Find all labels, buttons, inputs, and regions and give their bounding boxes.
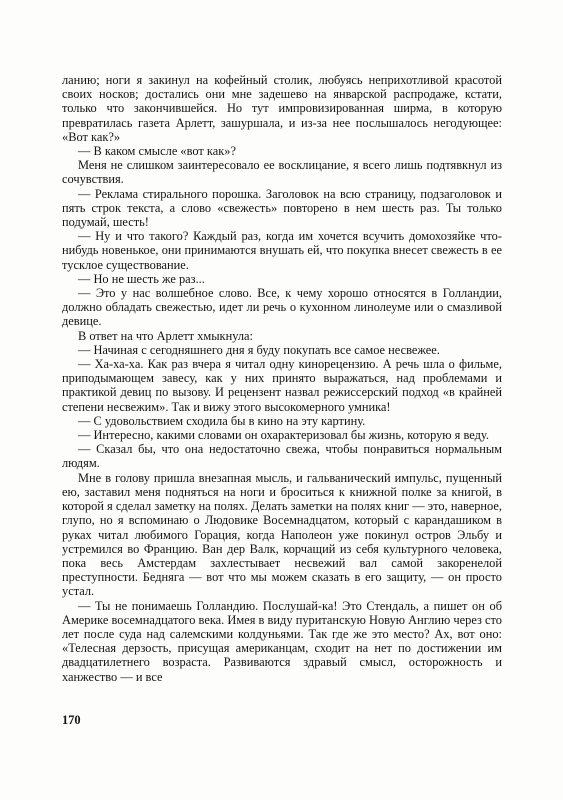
paragraph: — В каком смысле «вот как»? — [78, 144, 236, 159]
paragraph: — Интересно, какими словами он охарактеризовал бы жизнь, которую я веду. — [78, 428, 489, 443]
paragraph: Меня не слишком заинтересовало ее восклицание, я всего лишь подтявкнул из сочувствия. — [62, 158, 502, 187]
paragraph: — Ну и что такого? Каждый раз, когда им хочется всучить домохозяйке что-нибудь новенькое, они принимаются внушать ей, что покупка внесет свежесть в ее тусклое существование. — [62, 229, 502, 272]
paragraph: — Но не шесть же раз... — [78, 271, 205, 286]
paragraph: В ответ на что Арлетт хмыкнула: — [78, 328, 253, 343]
page-number: 170 — [62, 713, 81, 727]
paragraph: — Сказал бы, что она недостаточно свежа, чтобы понравиться нормальным людям. — [62, 442, 502, 471]
paragraph: — Ты не понимаешь Голландию. Послушай-ка! Это Стендаль, а пишет он об Америке восемнадцатого века. Имея в виду пуританскую Новую Англию через сто лет после суда над салемскими колдуньями. Так где же это место? Ах, вот оно: «Телесная дерзость, присущая американцам, сходит на нет по достижении им двадцатилетнего возраста. Развиваются здравый смысл, осторожность и ханжество — и все — [62, 598, 502, 684]
paragraph: — Ха-ха-ха. Как раз вчера я читал одну кинорецензию. А речь шла о фильме, приподымающем завесу, как у них принято выражаться, над проблемами и практикой девиц по вызову. И рецензент назвал режиссерский подход «в крайней степени несвежим». Так и вижу этого высокомерного умника! — [62, 357, 502, 414]
paragraph: — Начиная с сегодняшнего дня я буду покупать все самое несвежее. — [78, 342, 440, 357]
paragraph: — Это у нас волшебное слово. Все, к чему хорошо относятся в Голландии, должно обладать свежестью, идет ли речь о кухонном линолеуме или о смазливой девице. — [62, 286, 502, 329]
paragraph: ланию; ноги я закинул на кофейный столик, любуясь неприхотливой красотой своих носков; достались они мне задешево на январской распродаже, кстати, только что закончившейся. Но тут импровизированная ширма, в которую превратилась газета Арлетт, зашуршала, и из-за нее послышалось негодующее: «Вот как?» — [62, 73, 502, 144]
body-text — [62, 73, 502, 684]
paragraph: — С удовольствием сходила бы в кино на эту картину. — [78, 413, 366, 428]
paragraph: — Реклама стирального порошка. Заголовок на всю страницу, подзаголовок и пять строк текста, а слово «свежесть» повторено в нем шесть раз. Ты только подумай, шесть! — [62, 186, 502, 230]
paragraph: Мне в голову пришла внезапная мысль, и гальванический импульс, пущенный ею, заставил меня подняться на ноги и броситься к книжной полке за книгой, в которой я сделал заметку на полях. Делать заметки на полях книг — это, наверное, глупо, но я вспоминаю о Людовике Восемнадцатом, который с карандашиком в руках читал любимого Горация, когда Наполеон уже покинул остров Эльбу и устремился во Францию. Ван дер Валк, корчащий из себя культурного человека, пока весь Амстердам захлестывает несвежий вал самой закоренелой преступности. Бедняга — вот что мы можем сказать в его защиту, — он просто устал. — [62, 470, 502, 599]
